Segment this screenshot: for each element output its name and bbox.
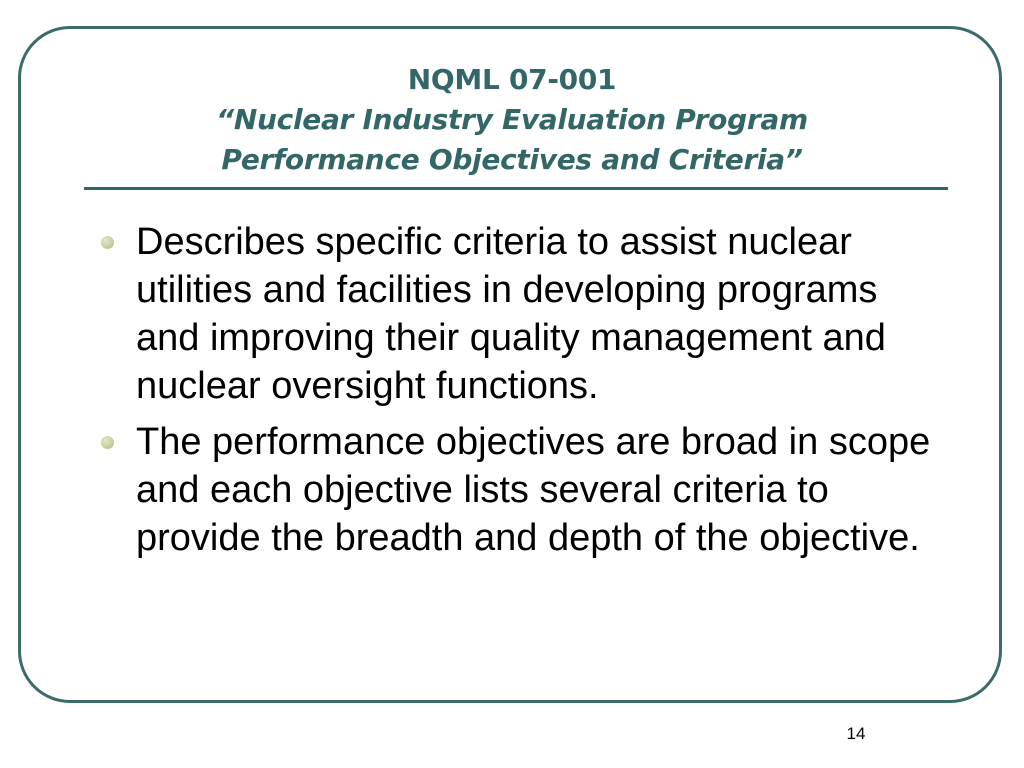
slide-title bbox=[60, 60, 964, 180]
title-line-program: “Nuclear Industry Evaluation Program bbox=[216, 103, 808, 136]
title-line-code: NQML 07-001 bbox=[407, 63, 617, 96]
bullet-item bbox=[96, 418, 946, 562]
title-line-objectives: Performance Objectives and Criteria” bbox=[221, 143, 803, 176]
bullet-item bbox=[96, 218, 946, 410]
bullet-list bbox=[96, 218, 946, 570]
bullet-text: Describes specific criteria to assist nuclear utilities and facilities in developing programs and improving their quality management and nuclear oversight functions. bbox=[136, 221, 886, 407]
bullet-text: The performance objectives are broad in scope and each objective lists several criteria to provide the breadth and depth of the objective. bbox=[136, 421, 931, 559]
bullet-dot-icon bbox=[101, 236, 114, 249]
bullet-dot-icon bbox=[101, 436, 114, 449]
page-number: 14 bbox=[846, 724, 866, 743]
title-divider bbox=[84, 187, 948, 190]
